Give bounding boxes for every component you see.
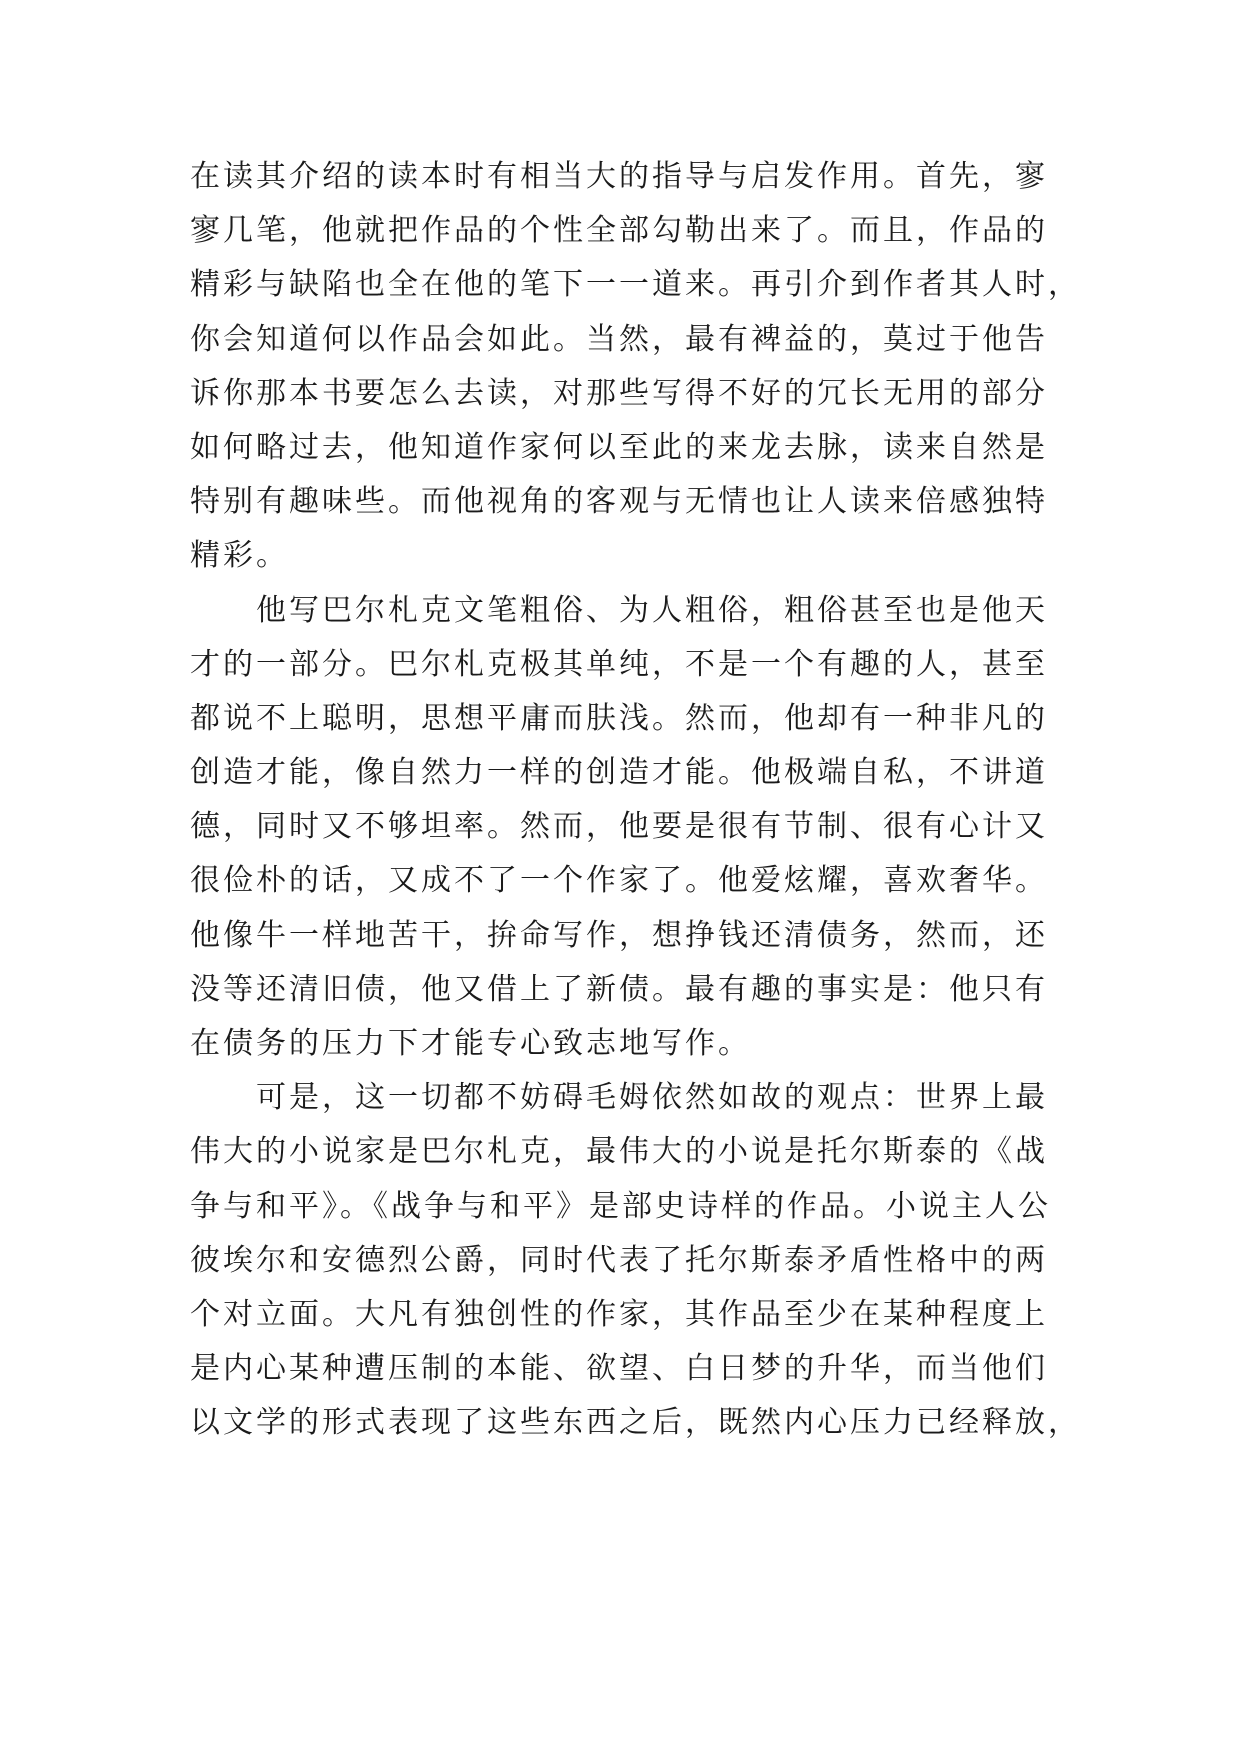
text-line: 伟大的小说家是巴尔札克，最伟大的小说是托尔斯泰的《战	[190, 1134, 1048, 1170]
text-line: 德，同时又不够坦率。然而，他要是很有节制、很有心计又	[190, 809, 1048, 845]
text-line: 可是，这一切都不妨碍毛姆依然如故的观点：世界上最	[190, 1080, 1048, 1116]
text-line: 个对立面。大凡有独创性的作家，其作品至少在某种程度上	[190, 1296, 1048, 1332]
text-line: 彼埃尔和安德烈公爵，同时代表了托尔斯泰矛盾性格中的两	[190, 1242, 1048, 1278]
text-line: 才的一部分。巴尔札克极其单纯，不是一个有趣的人，甚至	[190, 646, 1048, 682]
text-line: 是内心某种遭压制的本能、欲望、白日梦的升华，而当他们	[190, 1351, 1048, 1387]
text-line: 特别有趣味些。而他视角的客观与无情也让人读来倍感独特	[190, 484, 1048, 520]
text-line: 你会知道何以作品会如此。当然，最有裨益的，莫过于他告	[190, 321, 1048, 357]
text-line: 都说不上聪明，思想平庸而肤浅。然而，他却有一种非凡的	[190, 700, 1048, 736]
body-text	[190, 150, 1090, 1451]
text-line: 很俭朴的话，又成不了一个作家了。他爱炫耀，喜欢奢华。	[190, 863, 1048, 899]
text-line: 精彩与缺陷也全在他的笔下一一道来。再引介到作者其人时，	[190, 267, 1081, 303]
text-line: 在债务的压力下才能专心致志地写作。	[190, 1026, 751, 1061]
text-line: 创造才能，像自然力一样的创造才能。他极端自私，不讲道	[190, 755, 1048, 791]
text-line: 在读其介绍的读本时有相当大的指导与启发作用。首先，寥	[190, 159, 1048, 194]
text-line: 精彩。	[190, 538, 289, 574]
text-line: 如何略过去，他知道作家何以至此的来龙去脉，读来自然是	[190, 429, 1048, 465]
text-line: 他写巴尔札克文笔粗俗、为人粗俗，粗俗甚至也是他天	[190, 592, 1048, 628]
text-line: 以文学的形式表现了这些东西之后，既然内心压力已经释放，	[190, 1405, 1081, 1441]
text-line: 争与和平》。《战争与和平》是部史诗样的作品。小说主人公	[190, 1188, 1051, 1224]
text-line: 没等还清旧债，他又借上了新债。最有趣的事实是：他只有	[190, 971, 1048, 1007]
text-line: 他像牛一样地苦干，拚命写作，想挣钱还清债务，然而，还	[190, 917, 1048, 953]
text-line: 寥几笔，他就把作品的个性全部勾勒出来了。而且，作品的	[190, 213, 1048, 249]
text-line: 诉你那本书要怎么去读，对那些写得不好的冗长无用的部分	[190, 375, 1048, 411]
